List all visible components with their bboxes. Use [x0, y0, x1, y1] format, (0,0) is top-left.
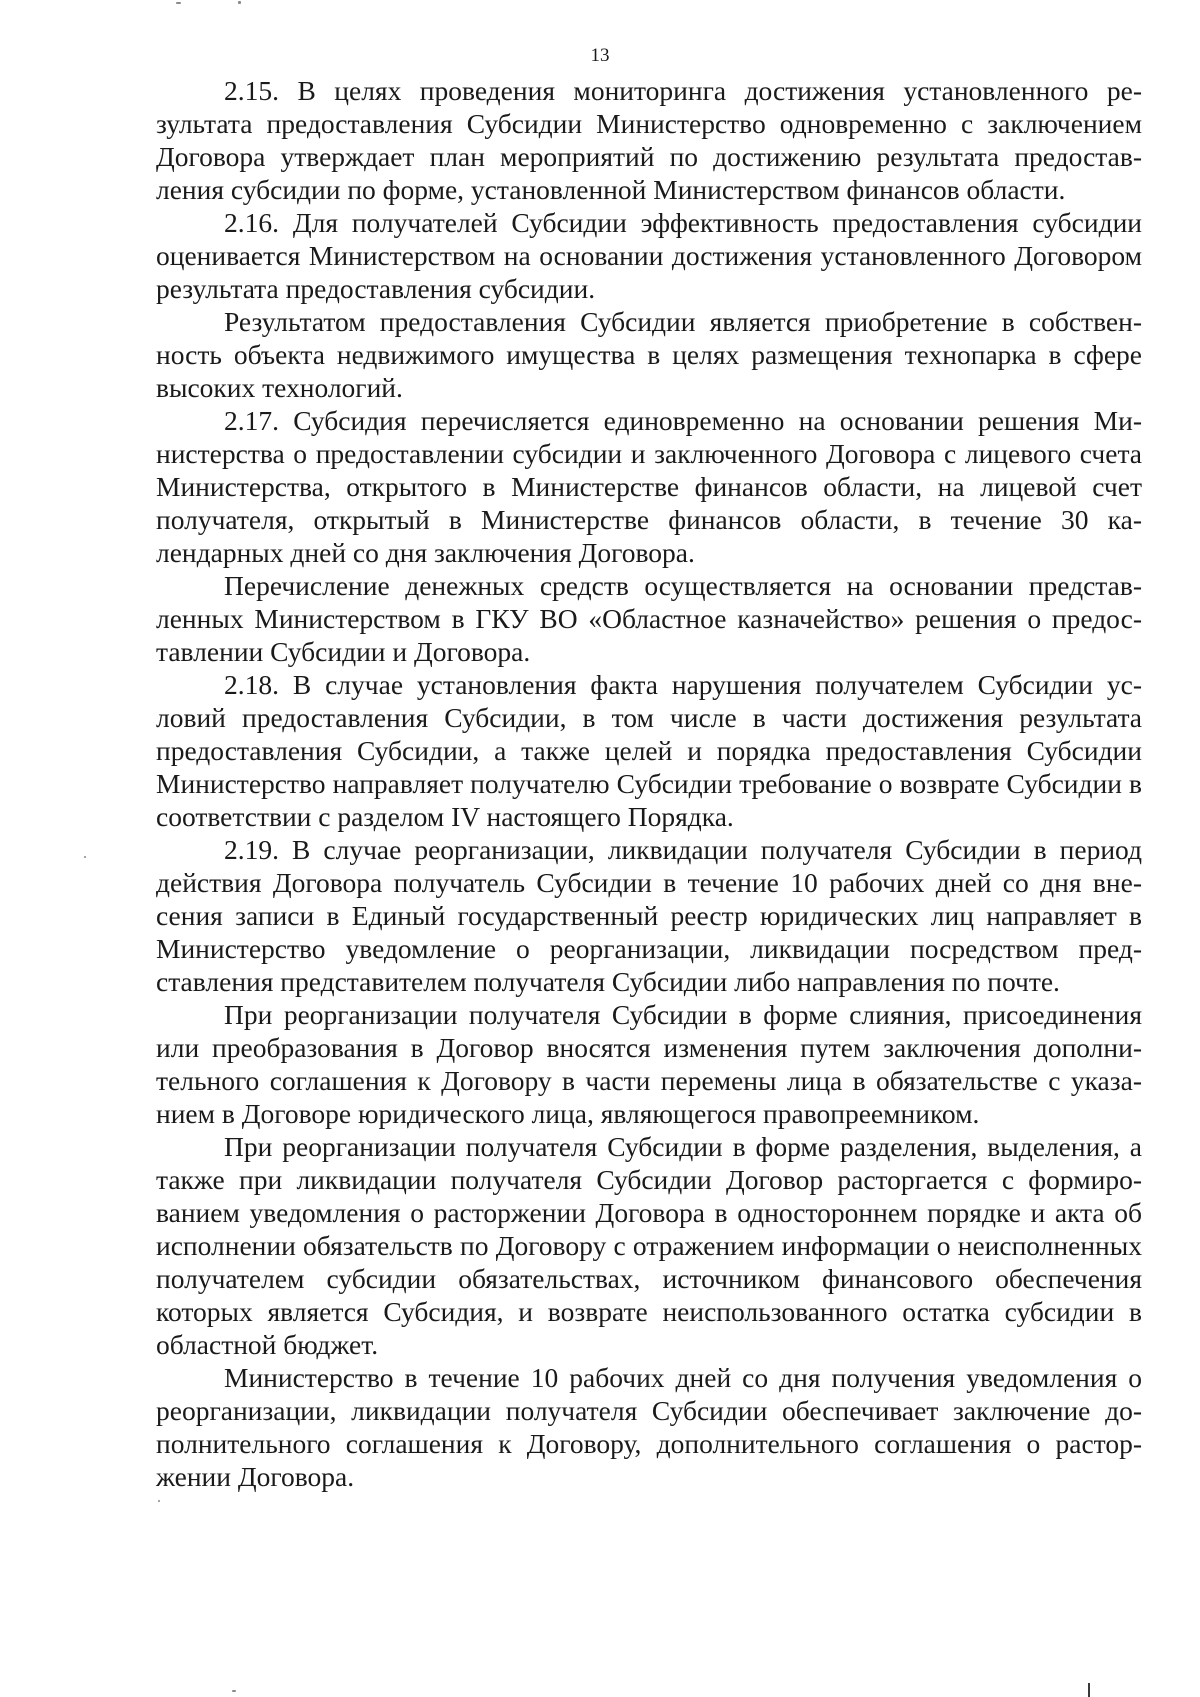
page-number: 13 [590, 45, 610, 66]
paragraph-ministry-agreement: Министерство в течение 10 рабочих дней со дня получения уведомления о реорганизации, ликвидации получателя Субсидии обеспечивает заключение дополнительного соглашения к Договору, дополнительного соглашения о расторжении Договора. [156, 1362, 1142, 1492]
scan-speck [158, 1500, 160, 1502]
paragraph-2-19: 2.19. В случае реорганизации, ликвидации получателя Субсидии в период действия Договора получатель Субсидии в течение 10 рабочих дней со дня внесения записи в Единый государственный реестр юридических лиц направляет в Министерство уведомление о реорганизации, ликвидации посредством представления представителем получателя Субсидии либо направления по почте. [156, 834, 1142, 997]
scan-speck [238, 1, 241, 4]
scan-edge-mark [1088, 1683, 1090, 1697]
paragraph-2-17: 2.17. Субсидия перечисляется единовременно на основании решения Министерства о предоставлении субсидии и заключенного Договора с лицевого счета Министерства, открытого в Министерстве финансов области, на лицевой счет получателя, открытый в Министерстве финансов области, в течение 30 календарных дней со дня заключения Договора. [156, 405, 1142, 568]
paragraph-subsidy-result: Результатом предоставления Субсидии является приобретение в собственность объекта недвижимого имущества в целях размещения технопарка в сфере высоких технологий. [156, 306, 1142, 403]
paragraph-merger-reorganization: При реорганизации получателя Субсидии в форме слияния, присоединения или преобразования в Договор вносятся изменения путем заключения дополнительного соглашения к Договору в части перемены лица в обязательстве с указанием в Договоре юридического лица, являющегося правопреемником. [156, 999, 1142, 1129]
paragraph-2-16: 2.16. Для получателей Субсидии эффективность предоставления субсидии оценивается Министерством на основании достижения установленного Договором результата предоставления субсидии. [156, 207, 1142, 304]
scan-speck [84, 856, 86, 858]
paragraph-2-18: 2.18. В случае установления факта нарушения получателем Субсидии условий предоставления Субсидии, в том числе в части достижения результата предоставления Субсидии, а также целей и порядка предоставления Субсидии Министерство направляет получателю Субсидии требование о возврате Субсидии в соответствии с разделом IV настоящего Порядка. [156, 669, 1142, 832]
paragraph-2-15: 2.15. В целях проведения мониторинга достижения установленного результата предоставления Субсидии Министерство одновременно с заключением Договора утверждает план мероприятий по достижению результата предоставления субсидии по форме, установленной Министерством финансов области. [156, 75, 1142, 205]
scan-speck [232, 1690, 236, 1692]
paragraph-funds-transfer: Перечисление денежных средств осуществляется на основании представленных Министерством в ГКУ ВО «Областное казначейство» решения о предоставлении Субсидии и Договора. [156, 570, 1142, 667]
paragraph-division-liquidation: При реорганизации получателя Субсидии в форме разделения, выделения, а также при ликвидации получателя Субсидии Договор расторгается с формированием уведомления о расторжении Договора в одностороннем порядке и акта об исполнении обязательств по Договору с отражением информации о неисполненных получателем субсидии обязательствах, источником финансового обеспечения которых является Субсидия, и возврате неиспользованного остатка субсидии в областной бюджет. [156, 1131, 1142, 1360]
document-body [156, 74, 1142, 1493]
scan-speck [176, 2, 181, 4]
